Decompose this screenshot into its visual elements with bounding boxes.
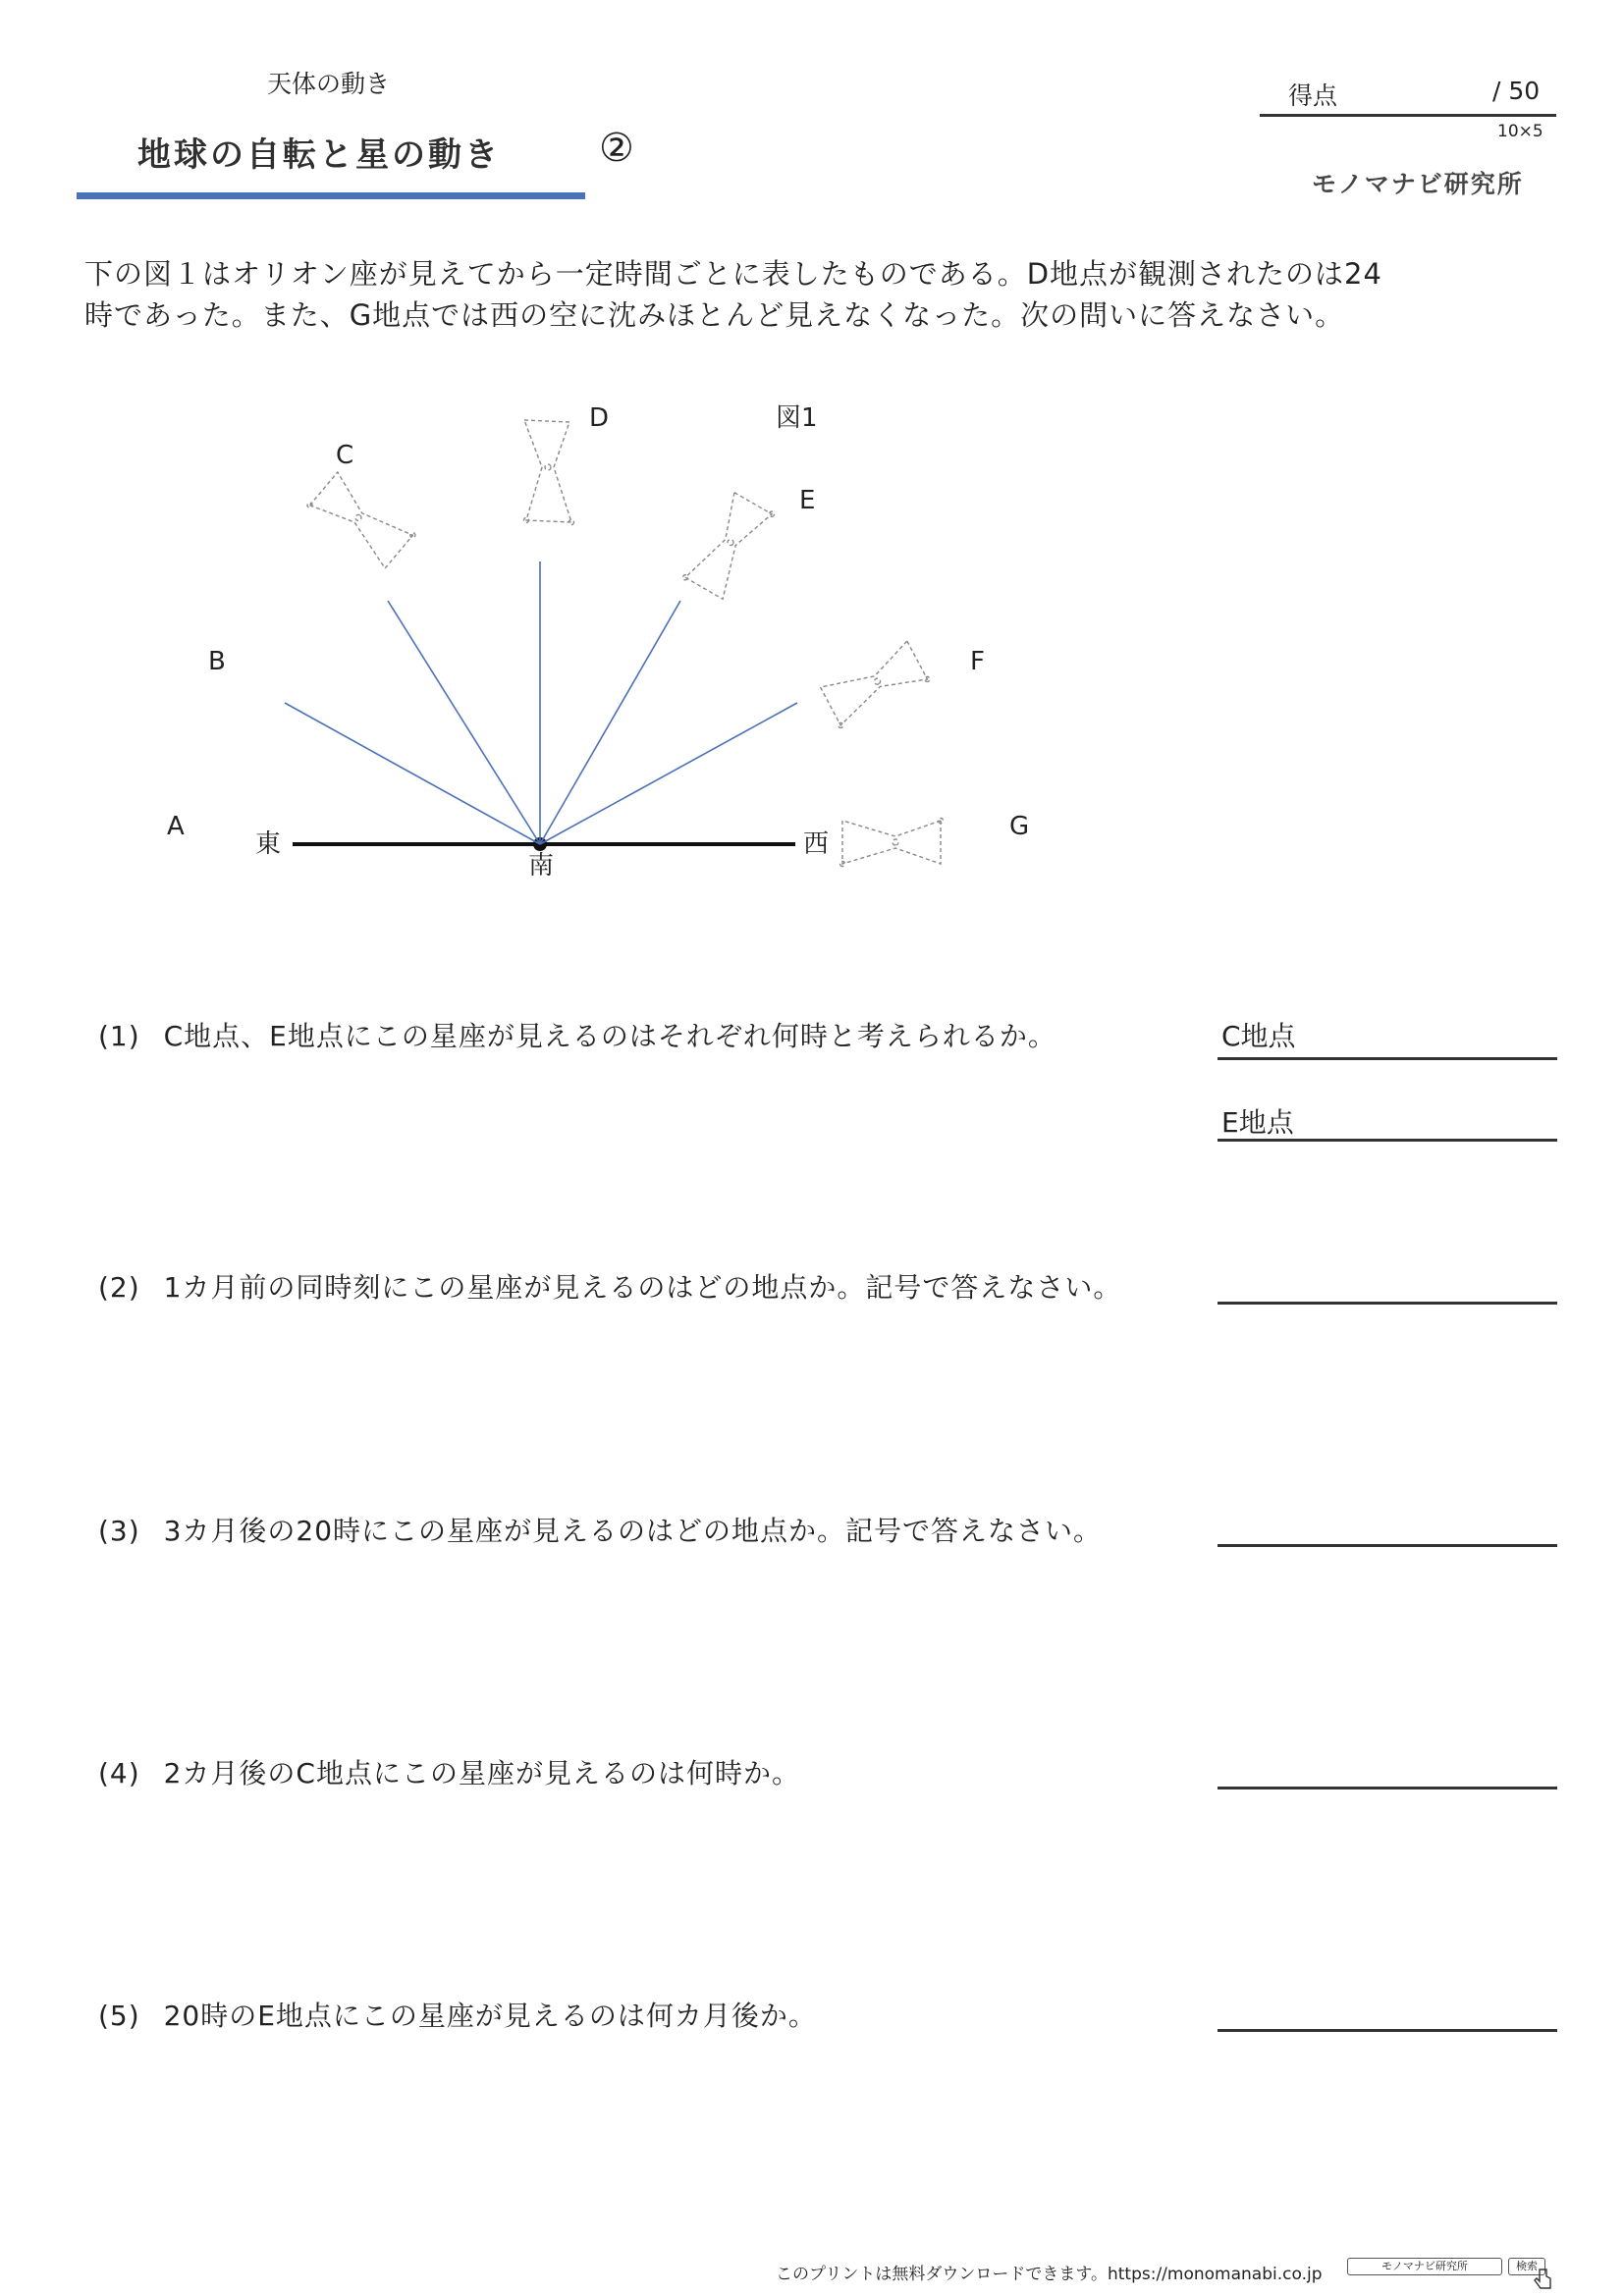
- ray-e: [540, 601, 680, 844]
- intro-text: [84, 253, 1557, 336]
- intro-line-2: 時であった。また、G地点では西の空に沈みほとんど見えなくなった。次の問いに答えなさい。: [84, 298, 1345, 332]
- question-2-text: 1カ月前の同時刻にこの星座が見えるのはどの地点か。記号で答えなさい。: [163, 1271, 1122, 1304]
- point-label-f: F: [970, 647, 985, 676]
- question-3: [98, 1510, 1102, 1549]
- answer-line-4[interactable]: [1218, 1787, 1557, 1789]
- question-4: [98, 1752, 800, 1791]
- figure-caption: 図1: [776, 403, 818, 433]
- footer-search-box[interactable]: モノマナビ研究所: [1347, 2258, 1502, 2275]
- direction-south: 南: [528, 851, 555, 881]
- direction-west: 西: [803, 829, 830, 859]
- constellation-e: [682, 489, 776, 602]
- question-4-number: (4): [98, 1757, 140, 1789]
- title-underline: [77, 192, 585, 199]
- ray-f: [540, 703, 797, 844]
- score-total: / 50: [1492, 77, 1541, 105]
- question-1-text: C地点、E地点にこの星座が見えるのはそれぞれ何時と考えられるか。: [163, 1020, 1056, 1052]
- question-2-number: (2): [98, 1271, 140, 1304]
- footer-search-button[interactable]: 検索: [1508, 2258, 1545, 2275]
- subject-label: 天体の動き: [267, 70, 391, 98]
- worksheet-number: ②: [599, 126, 634, 171]
- point-label-e: E: [799, 486, 816, 515]
- score-line: [1260, 114, 1556, 117]
- question-1-number: (1): [98, 1020, 140, 1052]
- constellation-g: [840, 819, 944, 867]
- point-label-b: B: [208, 647, 226, 676]
- constellation-d: [524, 420, 574, 525]
- question-5-text: 20時のE地点にこの星座が見えるのは何カ月後か。: [163, 2000, 817, 2032]
- point-label-d: D: [589, 403, 610, 433]
- question-3-number: (3): [98, 1515, 140, 1547]
- pointer-hand-icon: [1532, 2268, 1555, 2291]
- score-label: 得点: [1288, 81, 1338, 110]
- direction-east: 東: [255, 829, 282, 859]
- footer-text: このプリントは無料ダウンロードできます。https://monomanabi.co.jp: [776, 2265, 1323, 2284]
- answer-line-5[interactable]: [1218, 2029, 1557, 2032]
- ray-c: [388, 601, 540, 844]
- answer-line-1e[interactable]: [1218, 1139, 1557, 1142]
- brand-logo: モノマナビ研究所: [1312, 170, 1524, 198]
- worksheet-title: 地球の自転と星の動き: [137, 135, 501, 175]
- score-breakdown: 10×5: [1497, 122, 1543, 141]
- point-label-g: G: [1009, 812, 1030, 841]
- question-5-number: (5): [98, 2000, 140, 2032]
- point-label-c: C: [336, 441, 354, 470]
- question-2: [98, 1266, 1121, 1306]
- intro-line-1: 下の図１はオリオン座が見えてから一定時間ごとに表したものである。D地点が観測されたのは24: [84, 257, 1382, 291]
- orion-figure: [147, 383, 1080, 913]
- answer-label-c: C地点: [1221, 1020, 1296, 1052]
- answer-line-3[interactable]: [1218, 1544, 1557, 1547]
- constellation-f: [818, 640, 931, 728]
- answer-line-1c[interactable]: [1218, 1057, 1557, 1060]
- question-1: [98, 1015, 1056, 1054]
- point-label-a: A: [167, 812, 185, 841]
- question-5: [98, 1995, 817, 2034]
- question-3-text: 3カ月後の20時にこの星座が見えるのはどの地点か。記号で答えなさい。: [163, 1515, 1103, 1547]
- answer-label-e: E地点: [1221, 1106, 1294, 1139]
- answer-line-2[interactable]: [1218, 1302, 1557, 1305]
- question-4-text: 2カ月後のC地点にこの星座が見えるのは何時か。: [163, 1757, 800, 1789]
- constellation-c: [306, 468, 416, 571]
- ray-b: [285, 703, 540, 844]
